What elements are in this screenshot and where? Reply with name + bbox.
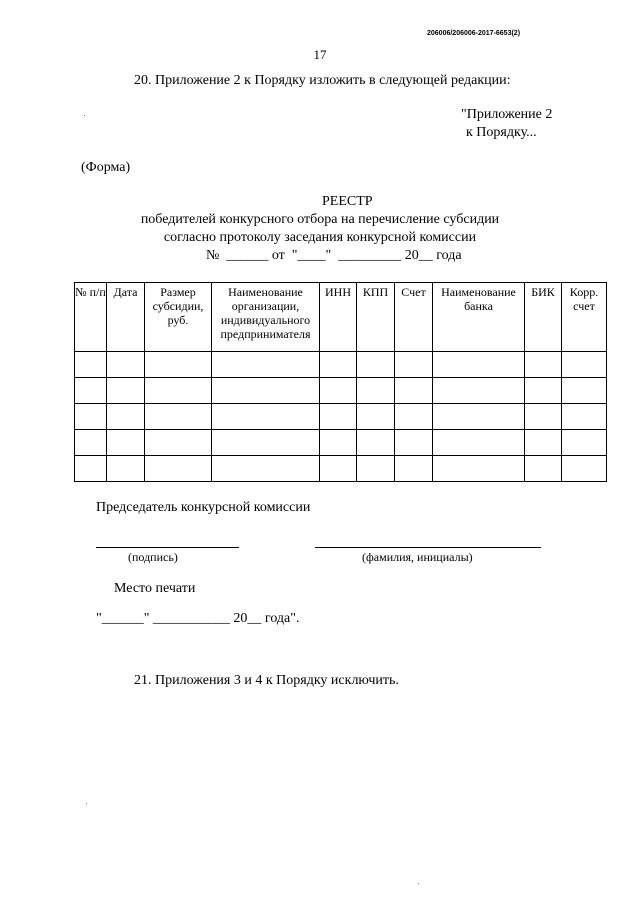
table-cell xyxy=(107,352,145,378)
document-reference: 206006/206006-2017-6653(2) xyxy=(427,30,521,37)
signature-caption: (подпись) xyxy=(128,550,178,564)
column-header: ИНН xyxy=(320,283,357,352)
appendix-line-1: "Приложение 2 xyxy=(461,107,553,122)
table-cell xyxy=(395,352,433,378)
column-header: Корр. счет xyxy=(562,283,607,352)
table-cell xyxy=(525,430,562,456)
table-cell xyxy=(212,430,320,456)
table-cell xyxy=(107,378,145,404)
table-cell xyxy=(75,456,107,482)
table-header-row xyxy=(75,283,607,352)
table-cell xyxy=(525,352,562,378)
seal-label: Место печати xyxy=(114,581,196,596)
table-cell xyxy=(433,456,525,482)
table-cell xyxy=(562,456,607,482)
table-cell xyxy=(562,352,607,378)
table-cell xyxy=(145,404,212,430)
table-cell xyxy=(75,352,107,378)
table-cell xyxy=(357,378,395,404)
appendix-line-2: к Порядку... xyxy=(466,125,537,140)
table-cell xyxy=(212,404,320,430)
table-cell xyxy=(212,378,320,404)
table-cell xyxy=(320,456,357,482)
table-cell xyxy=(145,378,212,404)
table-row xyxy=(75,404,607,430)
column-header: КПП xyxy=(357,283,395,352)
table-cell xyxy=(75,378,107,404)
table-cell xyxy=(357,456,395,482)
scan-speck xyxy=(418,883,419,884)
table-row xyxy=(75,378,607,404)
table-cell xyxy=(75,404,107,430)
table-cell xyxy=(562,430,607,456)
column-header: Наименование организации, индивидуального предпринимателя xyxy=(212,283,320,352)
table-cell xyxy=(320,404,357,430)
table-cell xyxy=(395,430,433,456)
column-header: Дата xyxy=(107,283,145,352)
table-row xyxy=(75,352,607,378)
registry-subtitle-2: согласно протоколу заседания конкурсной комиссии xyxy=(163,230,477,245)
table-cell xyxy=(107,456,145,482)
name-caption: (фамилия, инициалы) xyxy=(362,550,473,564)
table-cell xyxy=(433,352,525,378)
column-header: № п/п xyxy=(75,283,107,352)
table-cell xyxy=(395,404,433,430)
page-number: 17 xyxy=(313,47,327,62)
table-cell xyxy=(395,456,433,482)
table-cell xyxy=(357,430,395,456)
table-cell xyxy=(107,404,145,430)
table-cell xyxy=(145,352,212,378)
table-cell xyxy=(212,456,320,482)
chairman-label: Председатель конкурсной комиссии xyxy=(96,500,311,515)
column-header: Счет xyxy=(395,283,433,352)
table-cell xyxy=(357,404,395,430)
column-header: Размер субсидии, руб. xyxy=(145,283,212,352)
form-label: (Форма) xyxy=(81,160,131,175)
column-header: Наименование банка xyxy=(433,283,525,352)
table-cell xyxy=(320,352,357,378)
table-cell xyxy=(562,404,607,430)
registry-number-date: № ______ от "____" _________ 20__ года xyxy=(206,248,462,263)
table-cell xyxy=(525,378,562,404)
table-cell xyxy=(525,456,562,482)
table-cell xyxy=(320,378,357,404)
table-cell xyxy=(357,352,395,378)
table-row xyxy=(75,430,607,456)
table-row xyxy=(75,456,607,482)
table-cell xyxy=(75,430,107,456)
registry-title: РЕЕСТР xyxy=(322,194,373,209)
table-cell xyxy=(525,404,562,430)
table-cell xyxy=(145,430,212,456)
table-cell xyxy=(433,404,525,430)
scan-speck xyxy=(86,803,87,804)
table-cell xyxy=(145,456,212,482)
table-cell xyxy=(433,430,525,456)
table-cell xyxy=(212,352,320,378)
table-cell xyxy=(562,378,607,404)
scan-speck xyxy=(84,115,85,116)
registry-subtitle-1: победителей конкурсного отбора на перечисление субсидии xyxy=(140,212,500,227)
registry-table xyxy=(74,282,607,482)
item-20-text: 20. Приложение 2 к Порядку изложить в следующей редакции: xyxy=(134,73,511,88)
date-line: "______" ___________ 20__ года". xyxy=(96,611,300,626)
column-header: БИК xyxy=(525,283,562,352)
table-cell xyxy=(395,378,433,404)
table-cell xyxy=(320,430,357,456)
signature-line xyxy=(96,547,239,548)
name-line xyxy=(315,547,541,548)
table-body xyxy=(75,352,607,482)
table-cell xyxy=(107,430,145,456)
item-21-text: 21. Приложения 3 и 4 к Порядку исключить. xyxy=(134,673,399,688)
table-cell xyxy=(433,378,525,404)
